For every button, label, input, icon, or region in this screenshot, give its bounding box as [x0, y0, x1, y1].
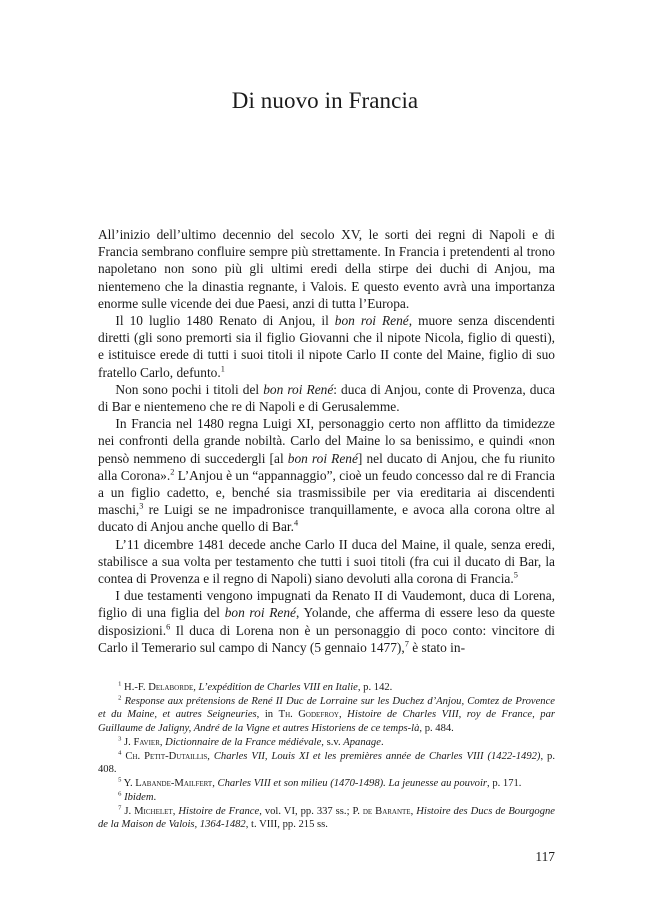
paragraph: Il 10 luglio 1480 Renato di Anjou, il bon roi René, muore senza discendenti diretti (gli sono premorti sia il figlio Giovanni che il nipote Nicola, figlio di questi), e istituisce erede di tutti i suoi titoli il nipote Carlo II conte del Maine, figlio di suo fratello Carlo, defunto.$^1$	[98, 313, 555, 380]
footnote: $^1$ H.-F. Delaborde, L’expédition de Charles VIII en Italie, p. 142.	[118, 680, 393, 693]
paragraph: I due testamenti vengono impugnati da Renato II di Vaudemont, duca di Lorena, figlio di una figlia del bon roi René, Yolande, che afferma di essere leso da queste disposizioni.$^6$ Il duca di Lorena non è un personaggio di poco conto: vincitore di Carlo il Temerario sul campo di Nancy (5 gennaio 1477),$^7$ è stato in-	[98, 588, 555, 655]
footnote: $^7$ J. Michelet, Histoire de France, vol. VI, pp. 337 ss.; P. de Barante, Histoire des Ducs de Bourgogne de la Maison de Valois, 1364-1482, t. VIII, pp. 215 ss.	[98, 804, 556, 831]
footnote: $^6$ Ibidem.	[118, 790, 157, 803]
paragraph: L’11 dicembre 1481 decede anche Carlo II duca del Maine, il quale, senza eredi, stabilisce a sua volta per testamento che tutti i suoi titoli (fra cui il ducato di Bar, la contea di Provenza e il regno di Napoli) siano devoluti alla corona di Francia.$^5$	[98, 536, 555, 587]
footnote: $^3$ J. Favier, Dictionnaire de la France médiévale, s.v. Apanage.	[118, 735, 384, 748]
paragraph: Non sono pochi i titoli del bon roi René: duca di Anjou, conte di Provenza, duca di Bar e nientemeno che re di Napoli e di Gerusalemme.	[98, 381, 555, 415]
paragraph: All’inizio dell’ultimo decennio del secolo XV, le sorti dei regni di Napoli e di Francia sembrano confluire sempre più strettamente. In Francia i pretendenti al trono napoletano non sono più gli ultimi eredi della stirpe dei duchi di Anjou, ma nientemeno che la dinastia regnante, i Valois. E questo evento avrà una importanza enorme sulle vicende dei due Paesi, anzi di tutta l’Europa.	[98, 227, 555, 311]
paragraph: In Francia nel 1480 regna Luigi XI, personaggio certo non afflitto da timidezze nei confronti della grande nobiltà. Carlo del Maine lo sa benissimo, e quindi «non pensò nemmeno di succedergli [al bon roi René] nel ducato di Anjou, che fu riunito alla Corona».$^2$ L’Anjou è un “appannaggio”, cioè un feudo concesso dal re di Francia a un figlio cadetto, e, benché sia trasmissibile per via ereditaria ai discendenti maschi,$^3$ re Luigi se ne impadronisce tranquillamente, e avoca alla corona oltre al ducato di Anjou anche quello di Bar.$^4$	[98, 416, 555, 535]
footnote: $^5$ Y. Labande-Mailfert, Charles VIII et son milieu (1470-1498). La jeunesse au pouvoir, p. 171.	[118, 776, 522, 789]
page-number: 117	[535, 849, 555, 864]
footnote: $^4$ Ch. Petit-Dutaillis, Charles VII, Louis XI et les premières année de Charles VIII (1422-1492), p. 408.	[98, 749, 555, 775]
footnote: $^2$ Response aux prétensions de René II Duc de Lorraine sur les Duchez d’Anjou, Comtez de Provence et du Maine, et autres Seigneuries, in Th. Godefroy, Histoire de Charles VIII, roy de France, par Guillaume de Jaligny, André de la Vigne et autres Historiens de ce temps-là, p. 484.	[98, 694, 556, 734]
footnotes	[98, 681, 555, 832]
body-text	[98, 226, 555, 656]
chapter-title: Di nuovo in Francia	[231, 88, 419, 113]
